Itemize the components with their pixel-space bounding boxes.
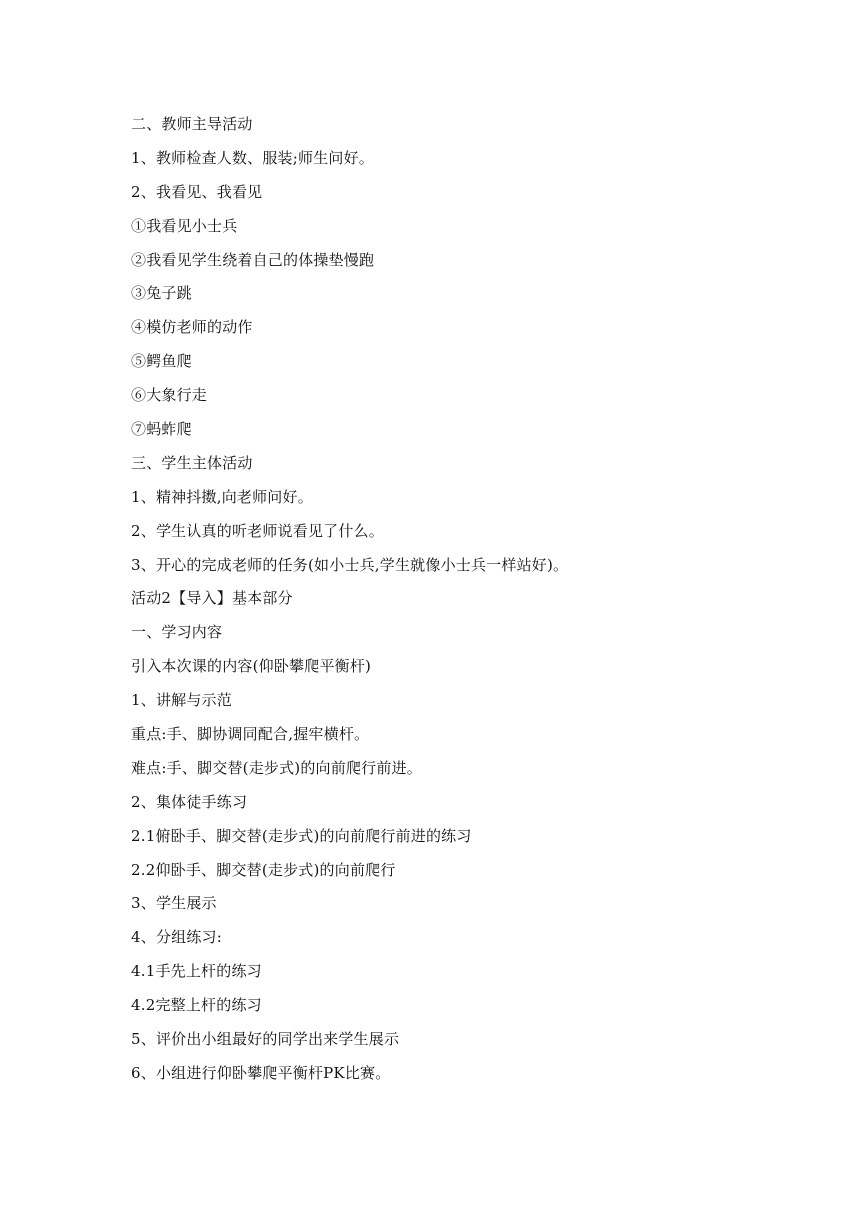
list-item: ②我看见学生绕着自己的体操垫慢跑	[131, 250, 375, 269]
list-item: ⑦蚂蚱爬	[131, 420, 192, 439]
text-line: 3、学生展示	[131, 894, 217, 913]
list-item: ⑤鳄鱼爬	[131, 352, 192, 371]
list-item: ③兔子跳	[131, 284, 192, 303]
heading-learning-content: 一、学习内容	[131, 623, 223, 642]
text-line: 4、分组练习:	[131, 928, 222, 947]
text-line: 2.2仰卧手、脚交替(走步式)的向前爬行	[131, 860, 396, 879]
text-line: 2、我看见、我看见	[131, 182, 263, 201]
heading-student-activity: 三、学生主体活动	[131, 453, 253, 472]
heading-activity-2: 活动2【导入】基本部分	[131, 589, 293, 608]
text-line: 1、教师检查人数、服装;师生问好。	[131, 148, 374, 167]
key-point-line: 重点:手、脚协调同配合,握牢横杆。	[131, 725, 370, 744]
list-item: ④模仿老师的动作	[131, 318, 253, 337]
document-body	[131, 108, 751, 1091]
text-line: 5、评价出小组最好的同学出来学生展示	[131, 1030, 400, 1049]
text-line: 3、开心的完成老师的任务(如小士兵,学生就像小士兵一样站好)。	[131, 555, 569, 574]
text-line: 2.1俯卧手、脚交替(走步式)的向前爬行前进的练习	[131, 826, 472, 845]
text-line: 引入本次课的内容(仰卧攀爬平衡杆)	[131, 657, 372, 676]
text-line: 1、讲解与示范	[131, 691, 232, 710]
text-line: 4.1手先上杆的练习	[131, 962, 262, 981]
list-item: ⑥大象行走	[131, 386, 208, 405]
list-item: ①我看见小士兵	[131, 216, 238, 235]
text-line: 2、集体徒手练习	[131, 792, 248, 811]
text-line: 1、精神抖擞,向老师问好。	[131, 487, 313, 506]
text-line: 2、学生认真的听老师说看见了什么。	[131, 521, 384, 540]
text-line: 6、小组进行仰卧攀爬平衡杆PK比赛。	[131, 1063, 391, 1082]
text-line: 4.2完整上杆的练习	[131, 996, 262, 1015]
heading-teacher-activity: 二、教师主导活动	[131, 115, 253, 133]
difficulty-line: 难点:手、脚交替(走步式)的向前爬行前进。	[131, 758, 422, 777]
